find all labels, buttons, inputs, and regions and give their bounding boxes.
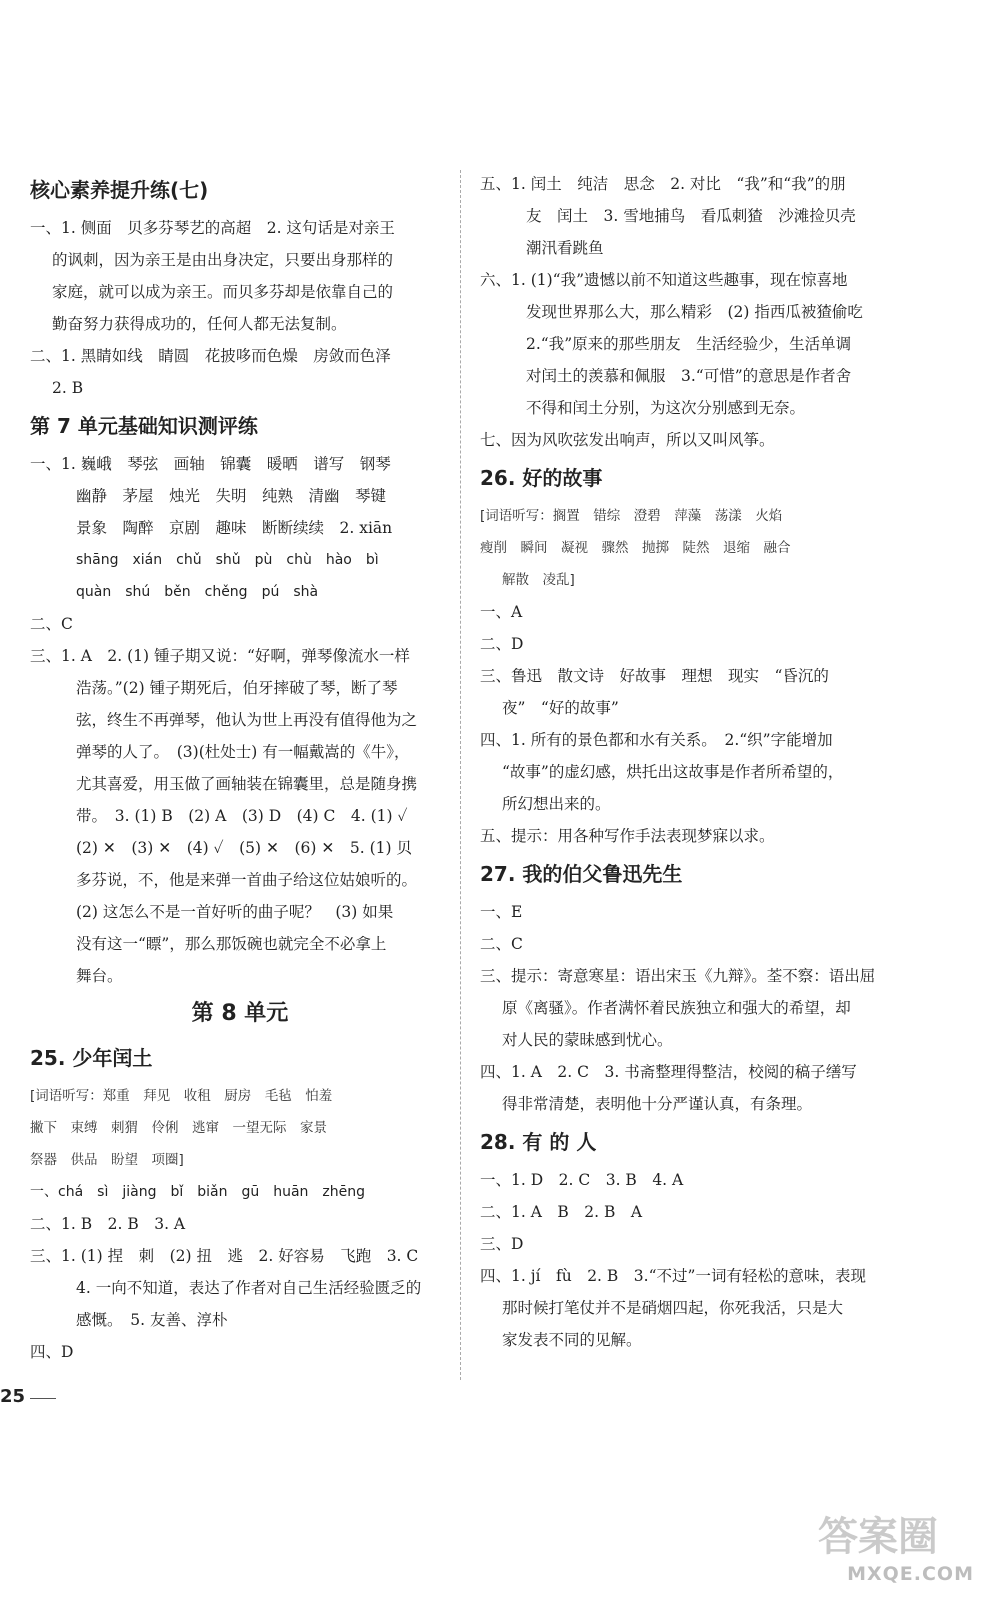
answer-line: 2. B [52, 379, 84, 397]
answer-line: 一、1. 侧面 贝多芬琴艺的高超 2. 这句话是对亲王 [30, 219, 395, 237]
answer-line: (2) 这怎么不是一首好听的曲子呢？ (3) 如果 [76, 903, 394, 921]
answer-line: 二、1. 黑睛如线 睛圆 花披哆而色燥 房敛而色泽 [30, 347, 391, 365]
answer-line: 发现世界那么大，那么精彩 (2) 指西瓜被猹偷吃 [526, 303, 863, 321]
answer-line: 家庭，就可以成为亲王。而贝多芬却是依靠自己的 [52, 283, 394, 301]
answer-line: 五、1. 闰土 纯洁 思念 2. 对比 “我”和“我”的朋 [480, 175, 846, 193]
vocab-line: 瘦削 瞬间 凝视 骤然 抛掷 陡然 退缩 融合 [480, 540, 791, 556]
unit-title: 第 8 单元 [191, 1001, 289, 1026]
answer-line: 原《离骚》。作者满怀着民族独立和强大的希望，却 [502, 999, 851, 1017]
answer-line: 二、C [30, 615, 73, 633]
page-number: 25 [0, 1386, 26, 1407]
answer-line: 得非常清楚，表明他十分严谨认真，有条理。 [502, 1095, 813, 1113]
answer-line: (2) ✕ (3) ✕ (4) ✓ (5) ✕ (6) ✕ 5. (1) 贝 [76, 839, 412, 857]
answer-line: 四、1. jí fù 2. B 3.“不过”一词有轻松的意味，表现 [480, 1267, 866, 1285]
section-title: 25. 少年闰土 [30, 1046, 153, 1070]
answer-line: 4. 一向不知道，表达了作者对自己生活经验匮乏的 [76, 1279, 422, 1297]
answer-line: 二、1. A B 2. B A [480, 1203, 643, 1221]
answer-line: 尤其喜爱，用玉做了画轴装在锦囊里，总是随身携 [76, 775, 418, 793]
answer-line: 二、1. B 2. B 3. A [30, 1215, 186, 1233]
answer-line: 多芬说，不，他是来弹一首曲子给这位姑娘听的。 [76, 871, 418, 889]
answer-line: 二、D [480, 635, 524, 653]
answer-line: 不得和闰土分别，为这次分别感到无奈。 [526, 399, 806, 417]
answer-line: 带。 3. (1) B (2) A (3) D (4) C 4. (1) ✓ [76, 807, 408, 825]
answer-line: 弹琴的人了。 (3)(杜处士) 有一幅戴嵩的《牛》， [76, 743, 410, 761]
vocab-line: [词语听写：搁置 错综 澄碧 萍藻 荡漾 火焰 [480, 508, 783, 524]
answer-line: 三、1. A 2. (1) 锺子期又说：“好啊，弹琴像流水一样 [30, 647, 410, 665]
answer-line: 四、D [30, 1343, 74, 1361]
answer-line: 一、E [480, 903, 523, 921]
watermark-logo: 答案圈 [818, 1514, 938, 1560]
vocab-line: 祭器 供品 盼望 项圈] [30, 1152, 184, 1168]
section-title: 27. 我的伯父鲁迅先生 [480, 862, 683, 886]
answer-line: 家发表不同的见解。 [502, 1331, 642, 1349]
section-title: 第 7 单元基础知识测评练 [30, 414, 258, 438]
answer-line: 友 闰土 3. 雪地捕鸟 看瓜刺猹 沙滩捡贝壳 [526, 207, 856, 225]
answer-line: 二、C [480, 935, 523, 953]
section-title: 核心素养提升练(七) [30, 178, 209, 202]
vocab-line: [词语听写：郑重 拜见 收租 厨房 毛毡 怕羞 [30, 1088, 333, 1104]
section-title: 28. 有 的 人 [480, 1130, 597, 1154]
answer-line: 勤奋努力获得成功的，任何人都无法复制。 [52, 315, 347, 333]
answer-line: 感慨。 5. 友善、淳朴 [76, 1311, 228, 1329]
answer-line: 三、1. (1) 捏 刺 (2) 扭 逃 2. 好容易 飞跑 3. C [30, 1247, 419, 1265]
pinyin-line: 一、chá sì jiàng bǐ biǎn gū huān zhēng [30, 1184, 366, 1200]
answer-line: 五、提示：用各种写作手法表现梦寐以求。 [480, 827, 775, 845]
answer-line: 七、因为风吹弦发出响声，所以又叫风筝。 [480, 431, 775, 449]
answer-line: 潮汛看跳鱼 [526, 239, 604, 257]
answer-line: 所幻想出来的。 [502, 795, 611, 813]
left-column [30, 168, 450, 1368]
vocab-line: 撇下 束缚 刺猬 伶俐 逃窜 一望无际 家景 [30, 1120, 327, 1136]
answer-line: 对闰土的羡慕和佩服 3.“可惜”的意思是作者舍 [526, 367, 852, 385]
answer-line: 没有这一“瞟”，那么那饭碗也就完全不必拿上 [76, 935, 387, 953]
answer-line: 浩荡。”(2) 锺子期死后，伯牙摔破了琴，断了琴 [76, 679, 398, 697]
answer-line: 幽静 茅屋 烛光 失明 纯熟 清幽 琴键 [76, 487, 387, 505]
answer-line: 景象 陶醉 京剧 趣味 断断续续 2. xiān [76, 519, 393, 537]
right-column [480, 168, 900, 1356]
section-title: 26. 好的故事 [480, 466, 603, 490]
answer-line: 对人民的蒙昧感到忧心。 [502, 1031, 673, 1049]
answer-line: 六、1. (1)“我”遗憾以前不知道这些趣事，现在惊喜地 [480, 271, 848, 289]
answer-line: 2.“我”原来的那些朋友 生活经验少，生活单调 [526, 335, 852, 353]
pinyin-line: quàn shú běn chěng pú shà [76, 584, 319, 600]
answer-line: 一、1. 巍峨 琴弦 画轴 锦囊 暖晒 谱写 钢琴 [30, 455, 391, 473]
column-divider [460, 170, 461, 1380]
answer-line: 四、1. 所有的景色都和水有关系。 2.“织”字能增加 [480, 731, 833, 749]
watermark [812, 1505, 980, 1587]
answer-line: 舞台。 [76, 967, 123, 985]
pinyin-line: shāng xián chǔ shǔ pù chù hào bì [76, 552, 379, 568]
answer-line: 弦，终生不再弹琴，他认为世上再没有值得他为之 [76, 711, 418, 729]
answer-line: 三、鲁迅 散文诗 好故事 理想 现实 “昏沉的 [480, 667, 829, 685]
answer-line: 那时候打笔仗并不是硝烟四起，你死我活，只是大 [502, 1299, 844, 1317]
answer-line: 一、A [480, 603, 523, 621]
answer-line: 四、1. A 2. C 3. 书斋整理得整洁，校阅的稿子缮写 [480, 1063, 857, 1081]
watermark-text: MXQE.COM [847, 1563, 974, 1585]
answer-line: 的讽刺，因为亲王是由出身决定，只要出身那样的 [52, 251, 394, 269]
answer-line: 三、提示：寄意寒星：语出宋玉《九辩》。荃不察：语出屈 [480, 967, 876, 985]
answer-line: 一、1. D 2. C 3. B 4. A [480, 1171, 684, 1189]
answer-line: 夜” “好的故事” [502, 699, 619, 717]
vocab-line: 解散 凌乱] [502, 572, 575, 588]
answer-line: “故事”的虚幻感，烘托出这故事是作者所希望的， [502, 763, 844, 781]
page-number-rule [30, 1398, 56, 1399]
answer-line: 三、D [480, 1235, 524, 1253]
